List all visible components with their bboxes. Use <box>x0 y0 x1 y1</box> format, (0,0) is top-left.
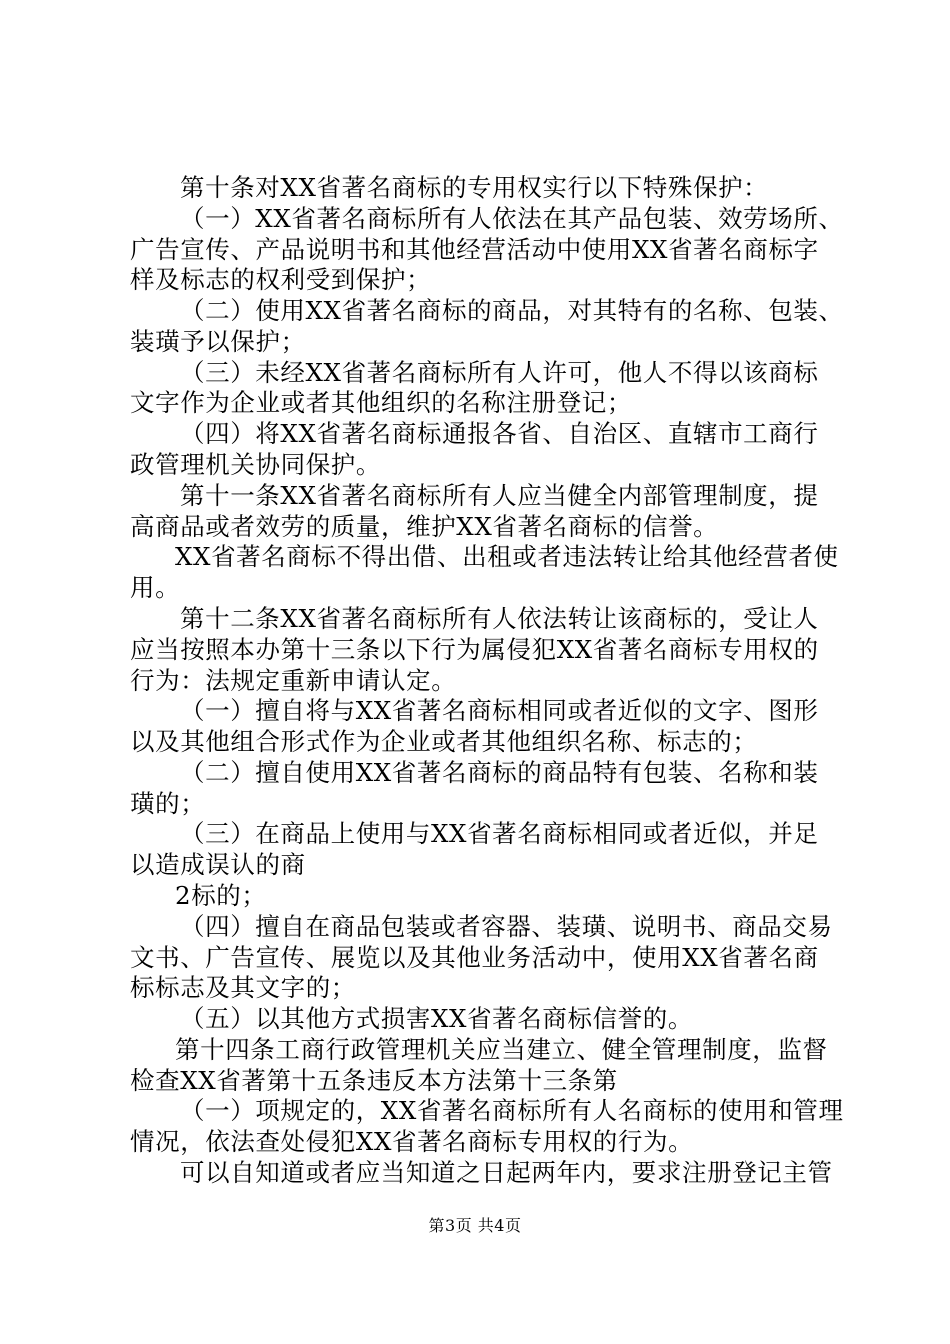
text-line: 情况，依法查处侵犯XX省著名商标专用权的行为。 <box>130 1127 694 1157</box>
text-line: 以造成误认的商 <box>130 850 306 880</box>
text-line: 行为：法规定重新申请认定。 <box>130 665 457 695</box>
text-line: （三）未经XX省著名商标所有人许可，他人不得以该商标 <box>180 357 819 387</box>
text-line: 广告宣传、产品说明书和其他经营活动中使用XX省著名商标字 <box>130 234 819 264</box>
text-line: 第十二条XX省著名商标所有人依法转让该商标的，受让人 <box>180 603 819 633</box>
text-line: 第十条对XX省著名商标的专用权实行以下特殊保护： <box>180 173 769 202</box>
text-line: 文书、广告宣传、展览以及其他业务活动中，使用XX省著名商 <box>130 942 819 972</box>
text-line: 标标志及其文字的； <box>130 973 356 1003</box>
text-line: （一）项规定的，XX省著名商标所有人名商标的使用和管理 <box>180 1096 844 1126</box>
text-line: 第十一条XX省著名商标所有人应当健全内部管理制度，提 <box>180 480 819 510</box>
text-line: 应当按照本办第十三条以下行为属侵犯XX省著名商标专用权的 <box>130 634 819 664</box>
text-line: （四）将XX省著名商标通报各省、自治区、直辖市工商行 <box>180 419 819 449</box>
text-line: XX省著名商标不得出借、出租或者违法转让给其他经营者使 <box>175 542 839 572</box>
text-line: （五）以其他方式损害XX省著名商标信誉的。 <box>180 1004 693 1034</box>
text-line: （四）擅自在商品包装或者容器、装璜、说明书、商品交易 <box>180 911 833 941</box>
text-line: （二）使用XX省著名商标的商品，对其特有的名称、包装、 <box>180 296 844 326</box>
text-line: 文字作为企业或者其他组织的名称注册登记； <box>130 388 632 418</box>
text-line: 用。 <box>130 573 181 603</box>
text-line: 装璜予以保护； <box>130 326 306 356</box>
text-line: 高商品或者效劳的质量，维护XX省著名商标的信誉。 <box>130 511 719 541</box>
page-number: 第3页 共4页 <box>428 1216 522 1235</box>
text-line: 璜的； <box>130 788 206 818</box>
text-line: 2标的； <box>175 880 267 910</box>
text-line: 第十四条工商行政管理机关应当建立、健全管理制度，监督 <box>175 1034 828 1064</box>
text-line: （三）在商品上使用与XX省著名商标相同或者近似，并足 <box>180 819 819 849</box>
text-line: 样及标志的权利受到保护； <box>130 265 432 295</box>
text-line: 以及其他组合形式作为企业或者其他组织名称、标志的； <box>130 727 758 757</box>
text-line: 可以自知道或者应当知道之日起两年内，要求注册登记主管 <box>180 1158 833 1187</box>
text-line: （一）擅自将与XX省著名商标相同或者近似的文字、图形 <box>180 696 819 726</box>
text-line: （一）XX省著名商标所有人依法在其产品包装、效劳场所、 <box>180 203 844 233</box>
text-line: （二）擅自使用XX省著名商标的商品特有包装、名称和装 <box>180 757 819 787</box>
text-line: 检查XX省著第十五条违反本方法第十三条第 <box>130 1065 618 1095</box>
text-line: 政管理机关协同保护。 <box>130 450 381 480</box>
